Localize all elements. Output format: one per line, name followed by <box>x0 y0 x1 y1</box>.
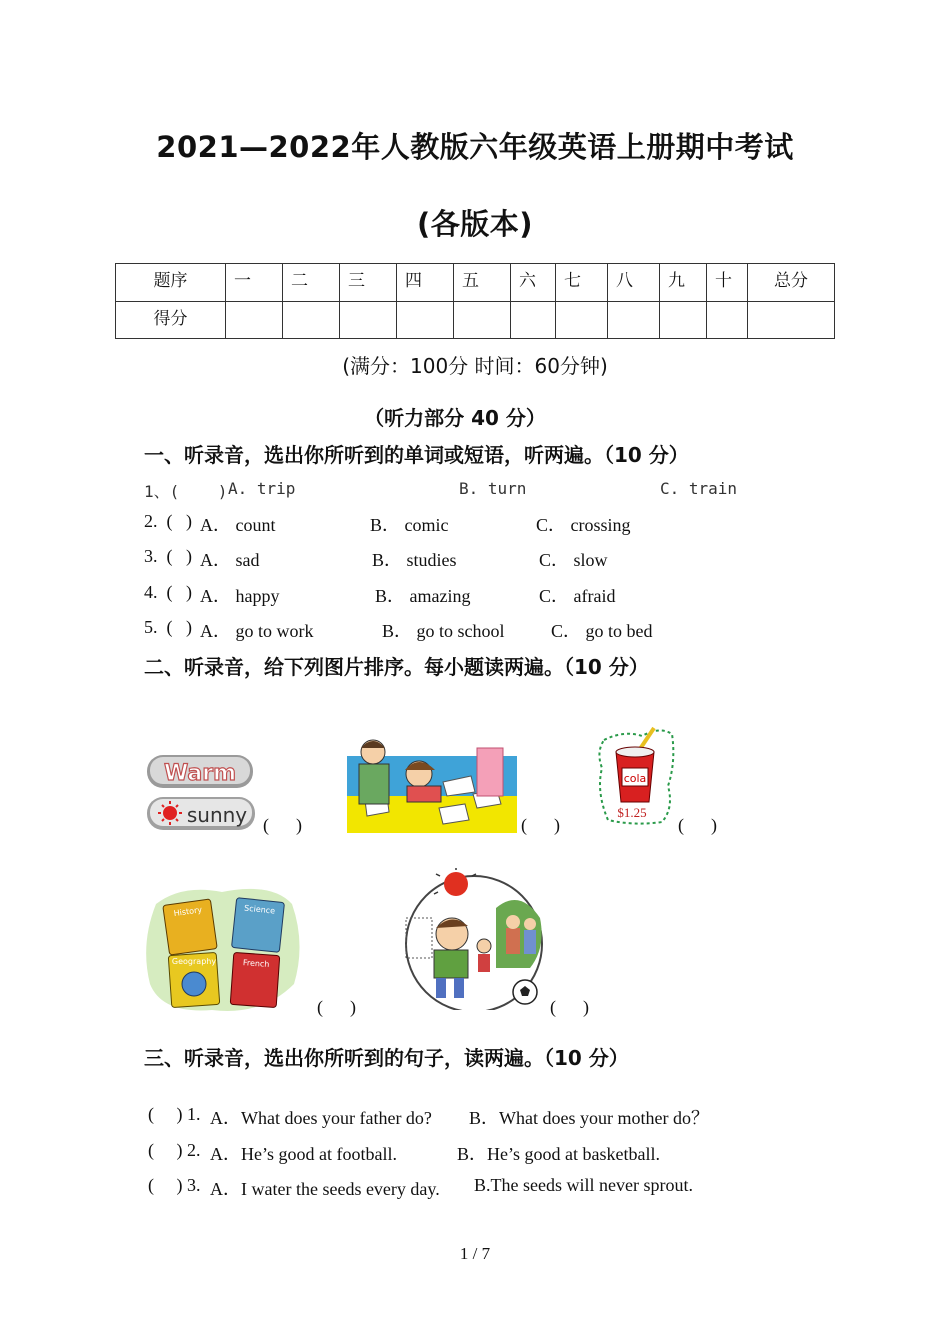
score-cell <box>454 301 511 339</box>
q5-option-a: A． go to work <box>200 621 314 641</box>
page-title: 2021—2022年人教版六年级英语上册期中考试 <box>156 130 794 164</box>
playing-football-image <box>400 868 548 1010</box>
table-cell: 得分 <box>116 301 226 339</box>
book-title: Science <box>243 903 276 916</box>
q1-option-a: A. trip <box>228 479 296 498</box>
table-cell: 题序 <box>116 264 226 302</box>
table-cell: 五 <box>454 264 511 302</box>
q2-option-a: A． count <box>200 515 276 535</box>
s3-q2-option-b: B．He’s good at basketball. <box>457 1144 660 1164</box>
table-cell: 总分 <box>748 264 835 302</box>
q5-option-b: B． go to school <box>382 621 505 641</box>
children-drawing-image <box>347 738 517 833</box>
q1-option-b: B. turn <box>459 479 527 498</box>
table-cell: 九 <box>660 264 707 302</box>
table-cell: 十 <box>707 264 748 302</box>
table-cell: 八 <box>608 264 660 302</box>
weather-words-image <box>145 752 260 834</box>
score-cell <box>511 301 556 339</box>
answer-blank[interactable]: ( ) <box>263 815 302 835</box>
s3-q2-option-a: A．He’s good at football. <box>210 1144 397 1164</box>
answer-blank[interactable]: ( ) <box>521 815 560 835</box>
section1-heading: 一、听录音，选出你所听到的单词或短语，听两遍。（10 分） <box>144 443 689 467</box>
q3-number: 3. ( ) <box>144 546 192 566</box>
q2-number: 2. ( ) <box>144 511 192 531</box>
section2-heading: 二、听录音，给下列图片排序。每小题读两遍。（10 分） <box>144 655 649 679</box>
table-cell: 四 <box>397 264 454 302</box>
q5-number: 5. ( ) <box>144 617 192 637</box>
score-table <box>115 263 835 339</box>
sunny-word: sunny <box>186 803 248 827</box>
q1-number: 1、( ) <box>144 482 228 501</box>
answer-blank[interactable]: ( ) <box>317 997 356 1017</box>
answer-blank[interactable]: ( ) <box>550 997 589 1017</box>
book-title: French <box>242 958 270 969</box>
s3-q2-number: ( ) 2. <box>148 1140 201 1160</box>
warm-word: Warm <box>163 761 237 786</box>
page-number: 1 / 7 <box>459 1244 491 1263</box>
s3-q1-option-a: A．What does your father do? <box>210 1108 432 1128</box>
school-books-image <box>142 884 304 1014</box>
score-cell <box>340 301 397 339</box>
section3-heading: 三、听录音，选出你所听到的句子，读两遍。（10 分） <box>144 1046 629 1070</box>
book-title: History <box>173 905 203 919</box>
q2-option-b: B． comic <box>370 515 449 535</box>
s3-q1-number: ( ) 1. <box>148 1104 201 1124</box>
cola-label: cola <box>623 772 647 785</box>
s3-q3-number: ( ) 3. <box>148 1175 201 1195</box>
q4-number: 4. ( ) <box>144 582 192 602</box>
price-label: $1.25 <box>617 805 647 820</box>
score-cell <box>748 301 835 339</box>
listening-part-label: （听力部分 40 分） <box>364 406 546 430</box>
table-cell: 六 <box>511 264 556 302</box>
score-cell <box>556 301 608 339</box>
exam-info: (满分：100分 时间：60分钟) <box>342 354 608 378</box>
table-cell: 一 <box>226 264 283 302</box>
book-title: Geography <box>171 957 217 966</box>
sun-icon <box>163 806 177 820</box>
score-cell <box>608 301 660 339</box>
table-cell: 三 <box>340 264 397 302</box>
score-cell <box>707 301 748 339</box>
score-cell <box>660 301 707 339</box>
q2-option-c: C． crossing <box>536 515 631 535</box>
cola-image <box>594 722 678 828</box>
score-table-score-row <box>116 301 835 339</box>
answer-blank[interactable]: ( ) <box>678 815 717 835</box>
q5-option-c: C． go to bed <box>551 621 653 641</box>
score-table-header-row <box>116 264 835 302</box>
table-cell: 七 <box>556 264 608 302</box>
score-cell <box>283 301 340 339</box>
score-cell <box>226 301 283 339</box>
q4-option-a: A． happy <box>200 586 280 606</box>
q3-option-a: A． sad <box>200 550 260 570</box>
page-subtitle: (各版本) <box>416 207 533 241</box>
q3-option-b: B． studies <box>372 550 457 570</box>
s3-q1-option-b: B．What does your mother do？ <box>469 1108 709 1128</box>
q1-option-c: C. train <box>660 479 738 498</box>
q4-option-c: C． afraid <box>539 586 616 606</box>
score-cell <box>397 301 454 339</box>
table-cell: 二 <box>283 264 340 302</box>
s3-q3-option-b: B.The seeds will never sprout. <box>474 1175 693 1195</box>
s3-q3-option-a: A．I water the seeds every day. <box>210 1179 440 1199</box>
q3-option-c: C． slow <box>539 550 608 570</box>
q4-option-b: B． amazing <box>375 586 471 606</box>
